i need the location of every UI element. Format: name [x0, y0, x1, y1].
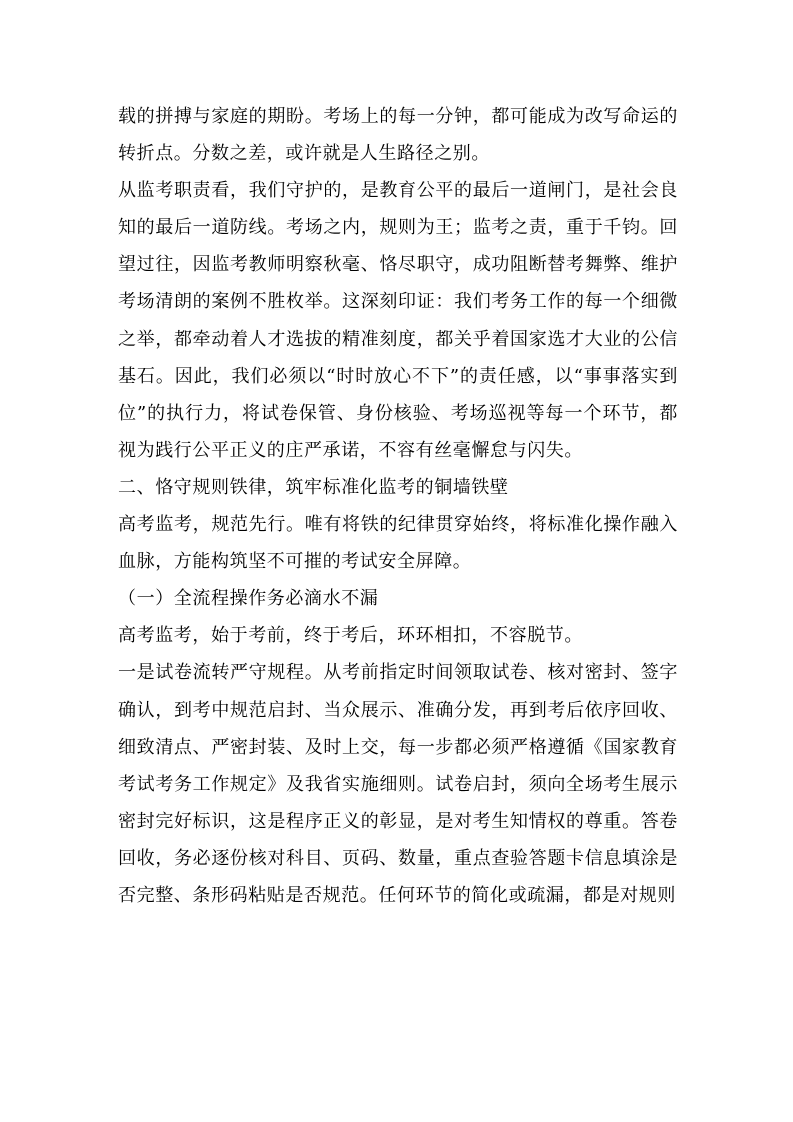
- section-heading: 二、恪守规则铁律，筑牢标准化监考的铜墙铁壁: [118, 476, 509, 498]
- subsection-heading: （一）全流程操作务必滴水不漏: [118, 588, 379, 610]
- paragraph-5: 一是试卷流转严守规程。从考前指定时间领取试卷、核对密封、签字确认，到考中规范启封、当众展示、准确分发，再到考后依序回收、细致清点、严密封装、及时上交，每一步都必须严格遵循《国家教育考试考务工作规定》及我省实施细则。试卷启封，须向全场考生展示密封完好标识，这是程序正义的彰显，是对考生知情权的尊重。答卷回收，务必逐份核对科目、页码、数量，重点查验答题卡信息填涂是否完整、条形码粘贴是否规范。任何环节的简化或疏漏，都是对规则: [118, 662, 678, 906]
- paragraph-1: 载的拼搏与家庭的期盼。考场上的每一分钟，都可能成为改写命运的转折点。分数之差，或许就是人生路径之别。: [118, 106, 678, 165]
- document-body: [118, 98, 678, 914]
- paragraph-2: 从监考职责看，我们守护的，是教育公平的最后一道闸门，是社会良知的最后一道防线。考场之内，规则为王；监考之责，重于千钧。回望过往，因监考教师明察秋毫、恪尽职守，成功阻断替考舞弊、维护考场清朗的案例不胜枚举。这深刻印证：我们考务工作的每一个细微之举，都牵动着人才选拔的精准刻度，都关乎着国家选才大业的公信基石。因此，我们必须以“时时放心不下”的责任感，以“事事落实到位”的执行力，将试卷保管、身份核验、考场巡视等每一个环节，都视为践行公平正义的庄严承诺，不容有丝毫懈怠与闪失。: [118, 180, 678, 461]
- paragraph-4: 高考监考，始于考前，终于考后，环环相扣，不容脱节。: [118, 625, 583, 647]
- paragraph-3: 高考监考，规范先行。唯有将铁的纪律贯穿始终，将标准化操作融入血脉，方能构筑坚不可摧的考试安全屏障。: [118, 514, 678, 573]
